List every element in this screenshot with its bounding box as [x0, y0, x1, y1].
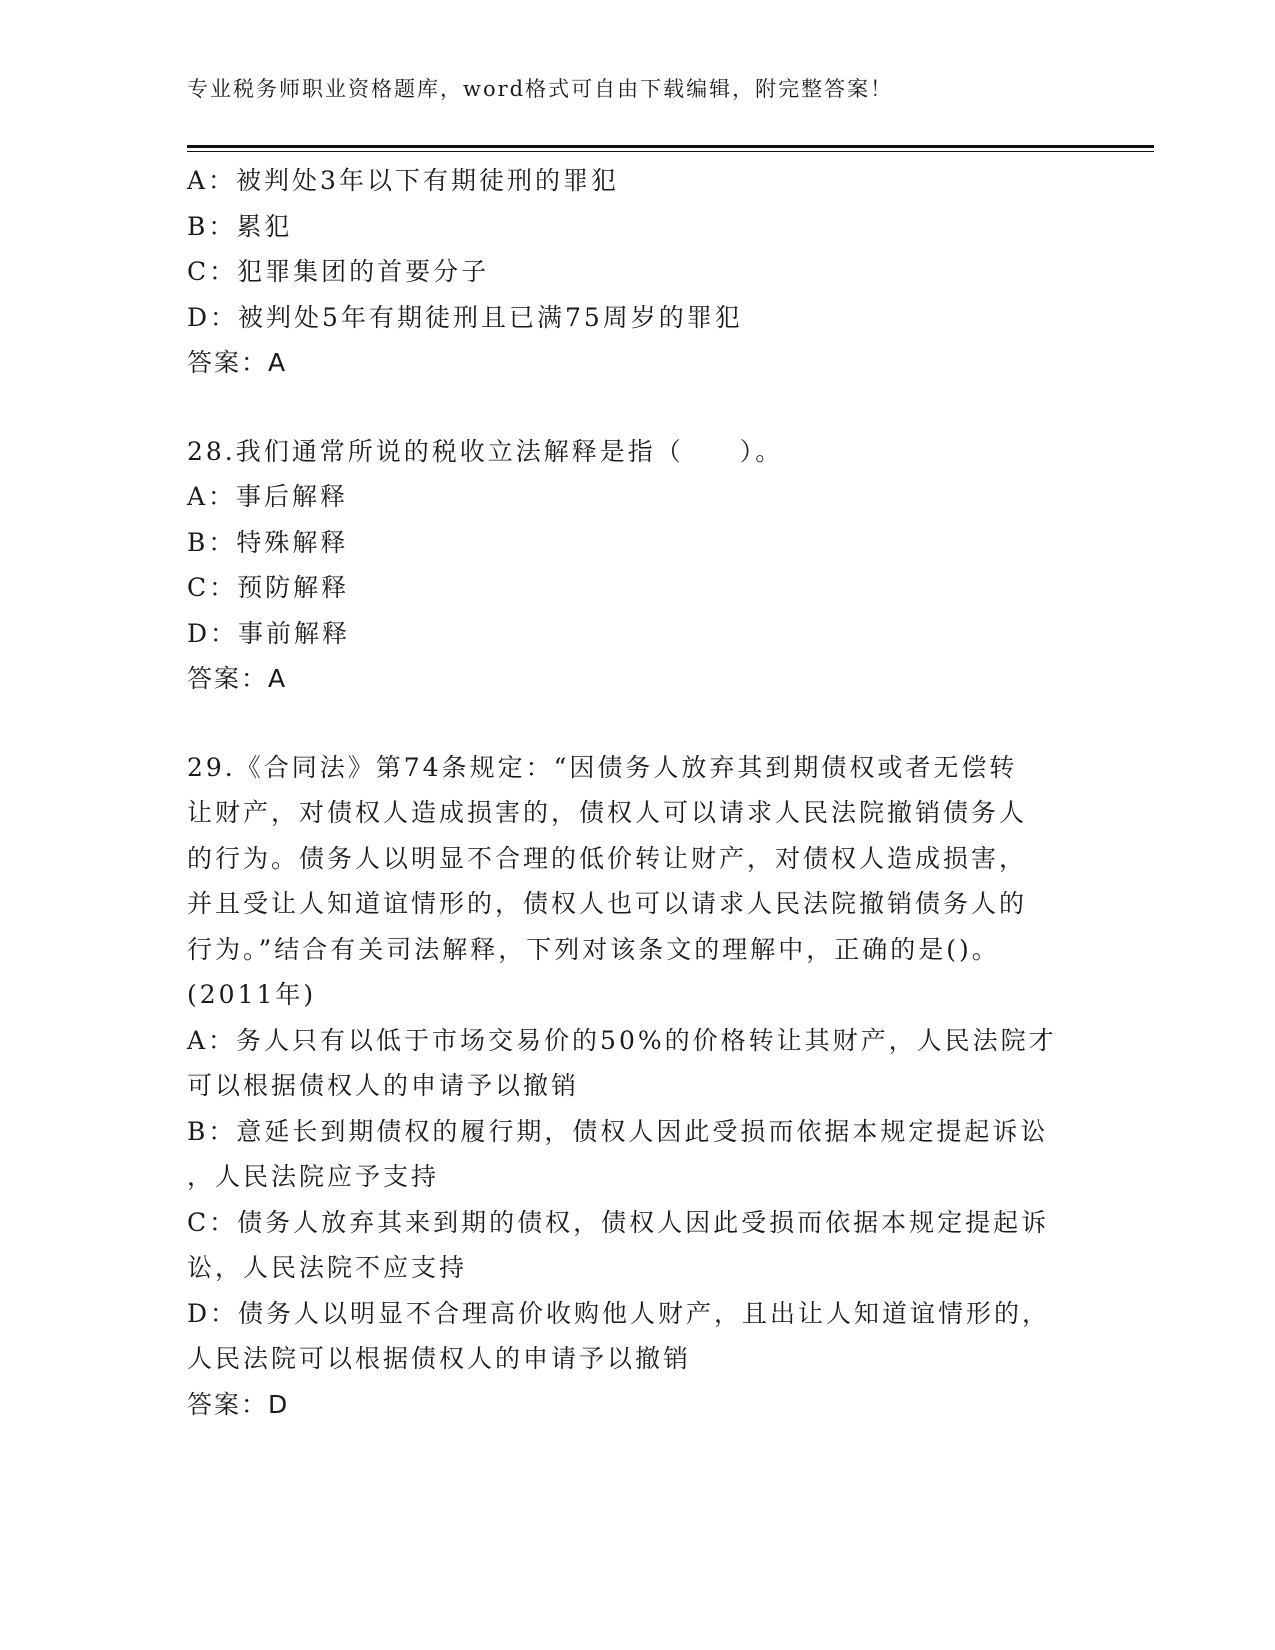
- option-c-cont: 讼，人民法院不应支持: [187, 1253, 468, 1282]
- header-divider-thick: [187, 145, 1154, 148]
- option-d: D：债务人以明显不合理高价收购他人财产，且出让人知道谊情形的，: [187, 1298, 1051, 1328]
- option-c: C：预防解释: [187, 573, 350, 602]
- answer: 答案：D: [187, 1389, 290, 1419]
- option-a: A：被判处3年以下有期徒刑的罪犯: [187, 166, 619, 195]
- question-text-line: 29.《合同法》第74条规定：“因债务人放弃其到期债权或者无偿转: [187, 752, 1018, 782]
- question-year: (2011年): [187, 980, 317, 1009]
- option-d: D：被判处5年有期徒刑且已满75周岁的罪犯: [187, 302, 743, 332]
- question-29: [187, 745, 1087, 1428]
- option-c: C：债务人放弃其来到期的债权，债权人因此受损而依据本规定提起诉: [187, 1207, 1050, 1237]
- option-b: B：特殊解释: [187, 527, 349, 557]
- answer: 答案：A: [187, 664, 288, 693]
- question-text-line: 让财产，对债权人造成损害的，债权人可以请求人民法院撤销债务人: [187, 798, 1028, 827]
- option-b: B：累犯: [187, 211, 293, 241]
- spacer: [187, 702, 1087, 745]
- option-c: C：犯罪集团的首要分子: [187, 257, 490, 286]
- spacer: [187, 386, 1087, 429]
- page-header: 专业税务师职业资格题库，word格式可自由下载编辑，附完整答案！: [187, 77, 894, 101]
- header-divider-thin: [187, 151, 1154, 152]
- question-28: [187, 429, 1087, 702]
- question-text-line: 的行为。债务人以明显不合理的低价转让财产，对债权人造成损害，: [187, 843, 1028, 873]
- question-text-line: 行为。”结合有关司法解释，下列对该条文的理解中，正确的是()。: [187, 934, 1000, 964]
- question-content: [187, 158, 1087, 1427]
- question-text-line: 并且受让人知道谊情形的，债权人也可以请求人民法院撤销债务人的: [187, 889, 1028, 918]
- question-text: 28.我们通常所说的税收立法解释是指（ ）。: [187, 436, 784, 466]
- option-a: A：事后解释: [187, 482, 349, 511]
- answer: 答案：A: [187, 348, 288, 377]
- option-b-cont: ，人民法院应予支持: [187, 1162, 440, 1191]
- option-d: D：事前解释: [187, 618, 351, 648]
- option-d-cont: 人民法院可以根据债权人的申请予以撤销: [187, 1344, 692, 1373]
- option-a-cont: 可以根据债权人的申请予以撤销: [187, 1071, 580, 1100]
- option-a: A：务人只有以低于市场交易价的50%的价格转让其财产，人民法院才: [187, 1025, 1057, 1055]
- question-27: [187, 158, 1087, 386]
- option-b: B：意延长到期债权的履行期，债权人因此受损而依据本规定提起诉讼: [187, 1116, 1049, 1146]
